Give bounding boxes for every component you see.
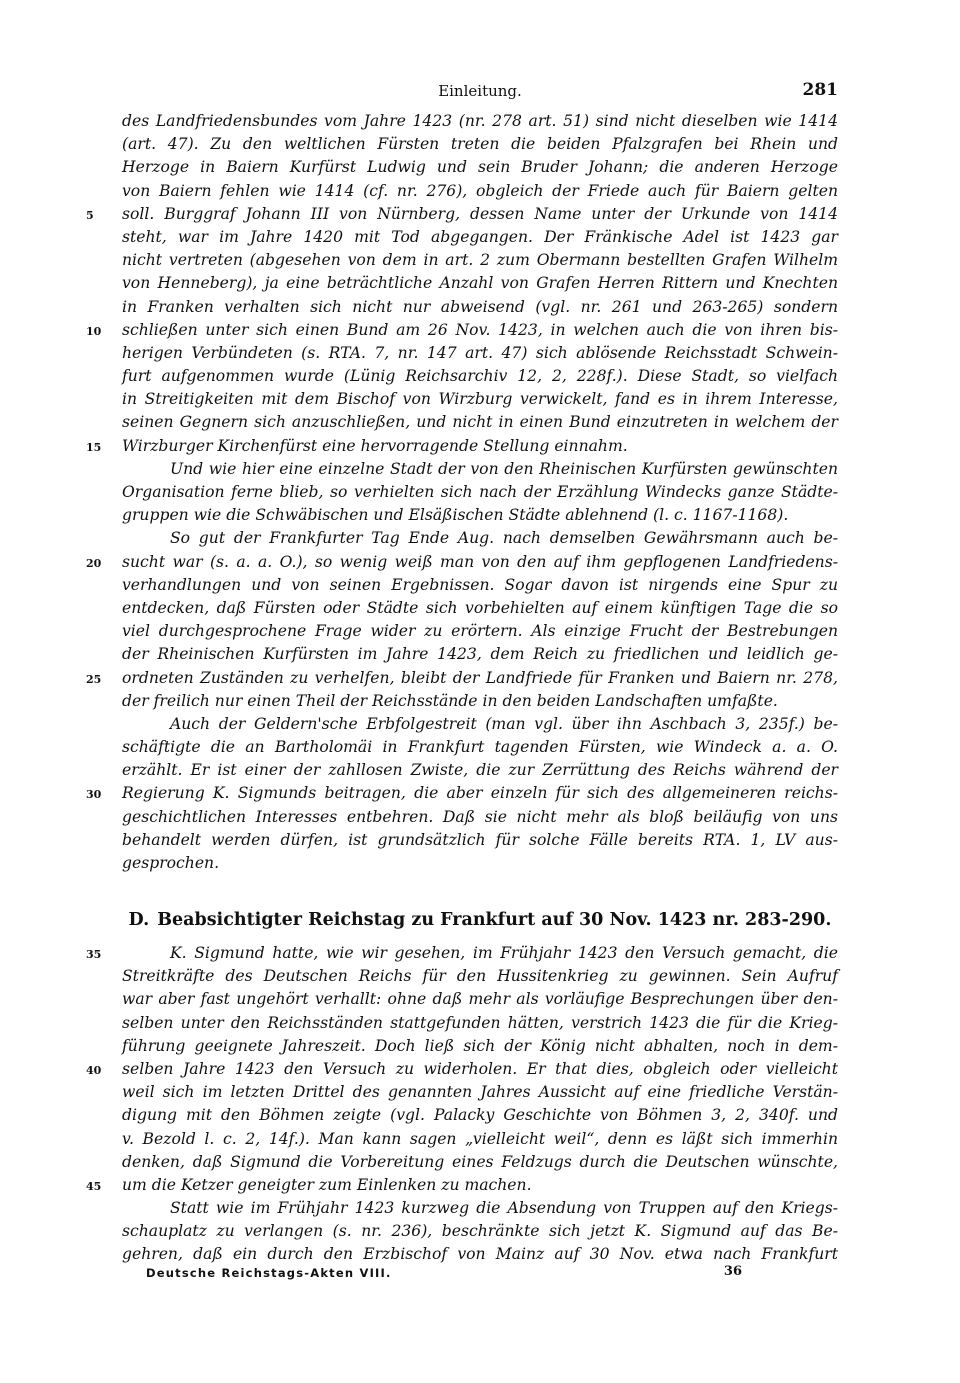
text-line	[122, 156, 838, 179]
line-text: gruppen wie die Schwäbischen und Elsäßischen Städte ablehnend (l. c. 1167-1168).	[122, 506, 789, 525]
text-line	[122, 1151, 838, 1174]
text-line	[122, 110, 838, 133]
page-footer	[146, 1266, 742, 1286]
line-text: steht, war im Jahre 1420 mit Tod abgegangen. Der Fränkische Adel ist 1423 gar	[122, 227, 838, 246]
line-text: der freilich nur einen Theil der Reichsstände in den beiden Landschaften umfaßte.	[122, 691, 778, 710]
text-line	[122, 1104, 838, 1127]
line-text: Statt wie im Frühjahr 1423 kurzweg die Absendung von Truppen auf den Kriegs-	[170, 1199, 838, 1218]
text-line	[122, 759, 838, 782]
text-line	[122, 1035, 838, 1058]
line-text: selben Jahre 1423 den Versuch zu widerholen. Er that dies, obgleich oder vielleicht	[122, 1059, 838, 1078]
text-line	[122, 1220, 838, 1243]
text-line	[122, 249, 838, 272]
line-number: 35	[86, 948, 102, 961]
line-text: erzählt. Er ist einer der zahllosen Zwiste, die zur Zerrüttung des Reichs während der	[122, 761, 838, 780]
text-line	[86, 203, 838, 226]
line-text: nicht vertreten (abgesehen von dem in art. 2 zum Obermann bestellten Grafen Wilhelm	[122, 251, 838, 270]
line-text: viel durchgesprochene Frage wider zu erörtern. Als einzige Frucht der Bestrebungen	[122, 622, 838, 641]
line-text: Herzoge in Baiern Kurfürst Ludwig und sein Bruder Johann; die anderen Herzoge	[122, 158, 838, 177]
line-text: soll. Burggraf Johann III von Nürnberg, dessen Name unter der Urkunde von 1414	[122, 204, 838, 223]
text-line	[122, 988, 838, 1011]
line-text: sucht war (s. a. a. O.), so wenig weiß man von den auf ihm gepflogenen Landfriedens-	[122, 552, 838, 571]
line-text: v. Bezold l. c. 2, 14f.). Man kann sagen „vielleicht weil“, denn es läßt sich immerhin	[122, 1129, 838, 1148]
body-text-section-1	[86, 110, 838, 875]
line-number: 40	[86, 1063, 102, 1077]
line-text: schäftigte die an Bartholomäi in Frankfurt tagenden Fürsten, wie Windeck a. a. O.	[122, 738, 838, 757]
line-text: führung geeignete Jahreszeit. Doch ließ sich der König nicht abhalten, noch in dem-	[122, 1036, 838, 1055]
text-line	[122, 180, 838, 203]
line-text: von Baiern fehlen wie 1414 (cf. nr. 276), obgleich der Friede auch für Baiern gelten	[122, 181, 838, 200]
line-text: Wirzburger Kirchenfürst eine hervorragende Stellung einnahm.	[122, 436, 628, 455]
line-text: Organisation ferne blieb, so verhielten sich nach der Erzählung Windecks ganze Städte-	[122, 483, 838, 501]
text-line	[86, 319, 838, 342]
text-line	[122, 365, 838, 388]
text-line	[122, 458, 838, 481]
text-line	[122, 852, 838, 875]
line-number: 10	[86, 324, 102, 338]
text-line	[122, 574, 838, 597]
text-line	[122, 411, 838, 434]
line-text: K. Sigmund hatte, wie wir gesehen, im Frühjahr 1423 den Versuch gemacht, die	[170, 944, 838, 962]
body-text-section-2	[86, 942, 838, 1267]
line-text: geschichtlichen Interesses entbehren. Daß sie nicht mehr als bloß beiläufig von uns	[122, 807, 838, 826]
text-line	[122, 342, 838, 365]
text-line	[122, 806, 838, 829]
text-line	[122, 1128, 838, 1151]
text-line	[122, 1081, 838, 1104]
text-line	[86, 435, 838, 458]
line-number: 25	[86, 672, 102, 686]
line-number: 30	[86, 788, 102, 802]
text-line	[122, 713, 838, 736]
text-line	[122, 965, 838, 988]
line-text: denken, daß Sigmund die Vorbereitung eines Feldzugs durch die Deutschen wünschte,	[122, 1152, 838, 1171]
text-line	[122, 272, 838, 295]
text-line	[122, 226, 838, 249]
text-line	[122, 597, 838, 620]
text-line	[122, 690, 838, 713]
series-title: Deutsche Reichstags-Akten VIII.	[146, 1266, 392, 1280]
line-text: (art. 47). Zu den weltlichen Fürsten treten die beiden Pfalzgrafen bei Rhein und	[122, 135, 838, 154]
line-text: um die Ketzer geneigter zum Einlenken zu machen.	[122, 1175, 532, 1194]
line-text: schließen unter sich einen Bund am 26 Nov. 1423, in welchen auch die von ihren bis-	[122, 320, 838, 339]
line-text: seinen Gegnern sich anzuschließen, und nicht in einen Bund einzutreten in welchem der	[122, 413, 838, 432]
running-title: Einleitung.	[438, 82, 522, 100]
line-text: gehren, daß ein durch den Erzbischof von Mainz auf 30 Nov. etwa nach Frankfurt	[122, 1245, 838, 1264]
sheet-signature: 36	[723, 1264, 742, 1279]
line-text: Auch der Geldern'sche Erbfolgestreit (man vgl. über ihn Aschbach 3, 235f.) be-	[170, 714, 838, 733]
line-text: furt aufgenommen wurde (Lünig Reichsarchiv 12, 2, 228f.). Diese Stadt, so vielfach	[122, 367, 838, 386]
line-text: weil sich im letzten Drittel des genannten Jahres Aussicht auf eine friedliche Verstän-	[122, 1083, 838, 1102]
page-number: 281	[802, 80, 838, 100]
line-text: gesprochen.	[122, 854, 220, 872]
line-text: von Henneberg), ja eine beträchtliche Anzahl von Grafen Herren Rittern und Knechten	[122, 274, 838, 293]
text-line	[122, 643, 838, 666]
line-text: behandelt werden dürfen, ist grundsätzlich für solche Fälle bereits RTA. 1, LV aus-	[122, 830, 838, 849]
line-text: So gut der Frankfurter Tag Ende Aug. nach demselben Gewährsmann auch be-	[170, 529, 838, 548]
text-line	[86, 1174, 838, 1197]
text-line	[122, 527, 838, 550]
line-text: Streitkräfte des Deutschen Reichs für den Hussitenkrieg zu gewinnen. Sein Aufruf	[122, 967, 838, 986]
section-title: Beabsichtigter Reichstag zu Frankfurt auf 30 Nov. 1423 nr. 283-290.	[157, 910, 832, 930]
text-line	[122, 736, 838, 759]
line-text: schauplatz zu verlangen (s. nr. 236), beschränkte sich jetzt K. Sigmund auf das Be-	[122, 1222, 838, 1241]
text-line	[86, 782, 838, 805]
text-line	[122, 296, 838, 319]
line-number: 15	[86, 440, 102, 454]
text-line	[86, 667, 838, 690]
line-text: war aber fast ungehört verhallt: ohne daß mehr als vorläufige Besprechungen über den-	[122, 990, 838, 1009]
text-line	[122, 504, 838, 527]
line-text: in Franken verhalten sich nicht nur abweisend (vgl. nr. 261 und 263-265) sondern	[122, 297, 838, 316]
section-label: D.	[128, 910, 150, 930]
line-text: verhandlungen und von seinen Ergebnissen. Sogar davon ist nirgends eine Spur zu	[122, 575, 838, 594]
line-text: der Rheinischen Kurfürsten im Jahre 1423, dem Reich zu friedlichen und leidlich ge-	[122, 645, 838, 664]
line-number: 45	[86, 1179, 102, 1193]
text-line	[122, 388, 838, 411]
line-text: des Landfriedensbundes vom Jahre 1423 (nr. 278 art. 51) sind nicht dieselben wie 1414	[122, 112, 838, 130]
text-line	[122, 829, 838, 852]
line-text: Und wie hier eine einzelne Stadt der von den Rheinischen Kurfürsten gewünschten	[170, 459, 838, 478]
line-text: in Streitigkeiten mit dem Bischof von Wirzburg verwickelt, fand es in ihrem Interesse,	[122, 390, 838, 409]
text-line	[86, 1058, 838, 1081]
running-header	[122, 80, 838, 102]
text-line	[86, 551, 838, 574]
text-line	[122, 1012, 838, 1035]
line-text: herigen Verbündeten (s. RTA. 7, nr. 147 art. 47) sich ablösende Reichsstadt Schwein-	[122, 343, 838, 362]
line-text: Regierung K. Sigmunds beitragen, die aber einzeln für sich des allgemeineren reichs-	[122, 784, 838, 803]
line-text: entdecken, daß Fürsten oder Städte sich vorbehielten auf einem künftigen Tage die so	[122, 598, 838, 617]
text-line	[122, 481, 838, 504]
text-line	[122, 1197, 838, 1220]
line-text: selben unter den Reichsständen stattgefunden hätten, verstrich 1423 die für die Krieg-	[122, 1013, 838, 1032]
text-line	[122, 620, 838, 643]
text-line	[86, 942, 838, 965]
line-text: ordneten Zuständen zu verhelfen, bleibt der Landfriede für Franken und Baiern nr. 278,	[122, 668, 838, 687]
line-text: digung mit den Böhmen zeigte (vgl. Palacky Geschichte von Böhmen 3, 2, 340f. und	[122, 1106, 838, 1125]
text-line	[122, 133, 838, 156]
line-number: 20	[86, 556, 102, 570]
line-number: 5	[86, 208, 94, 222]
section-heading	[122, 906, 838, 934]
